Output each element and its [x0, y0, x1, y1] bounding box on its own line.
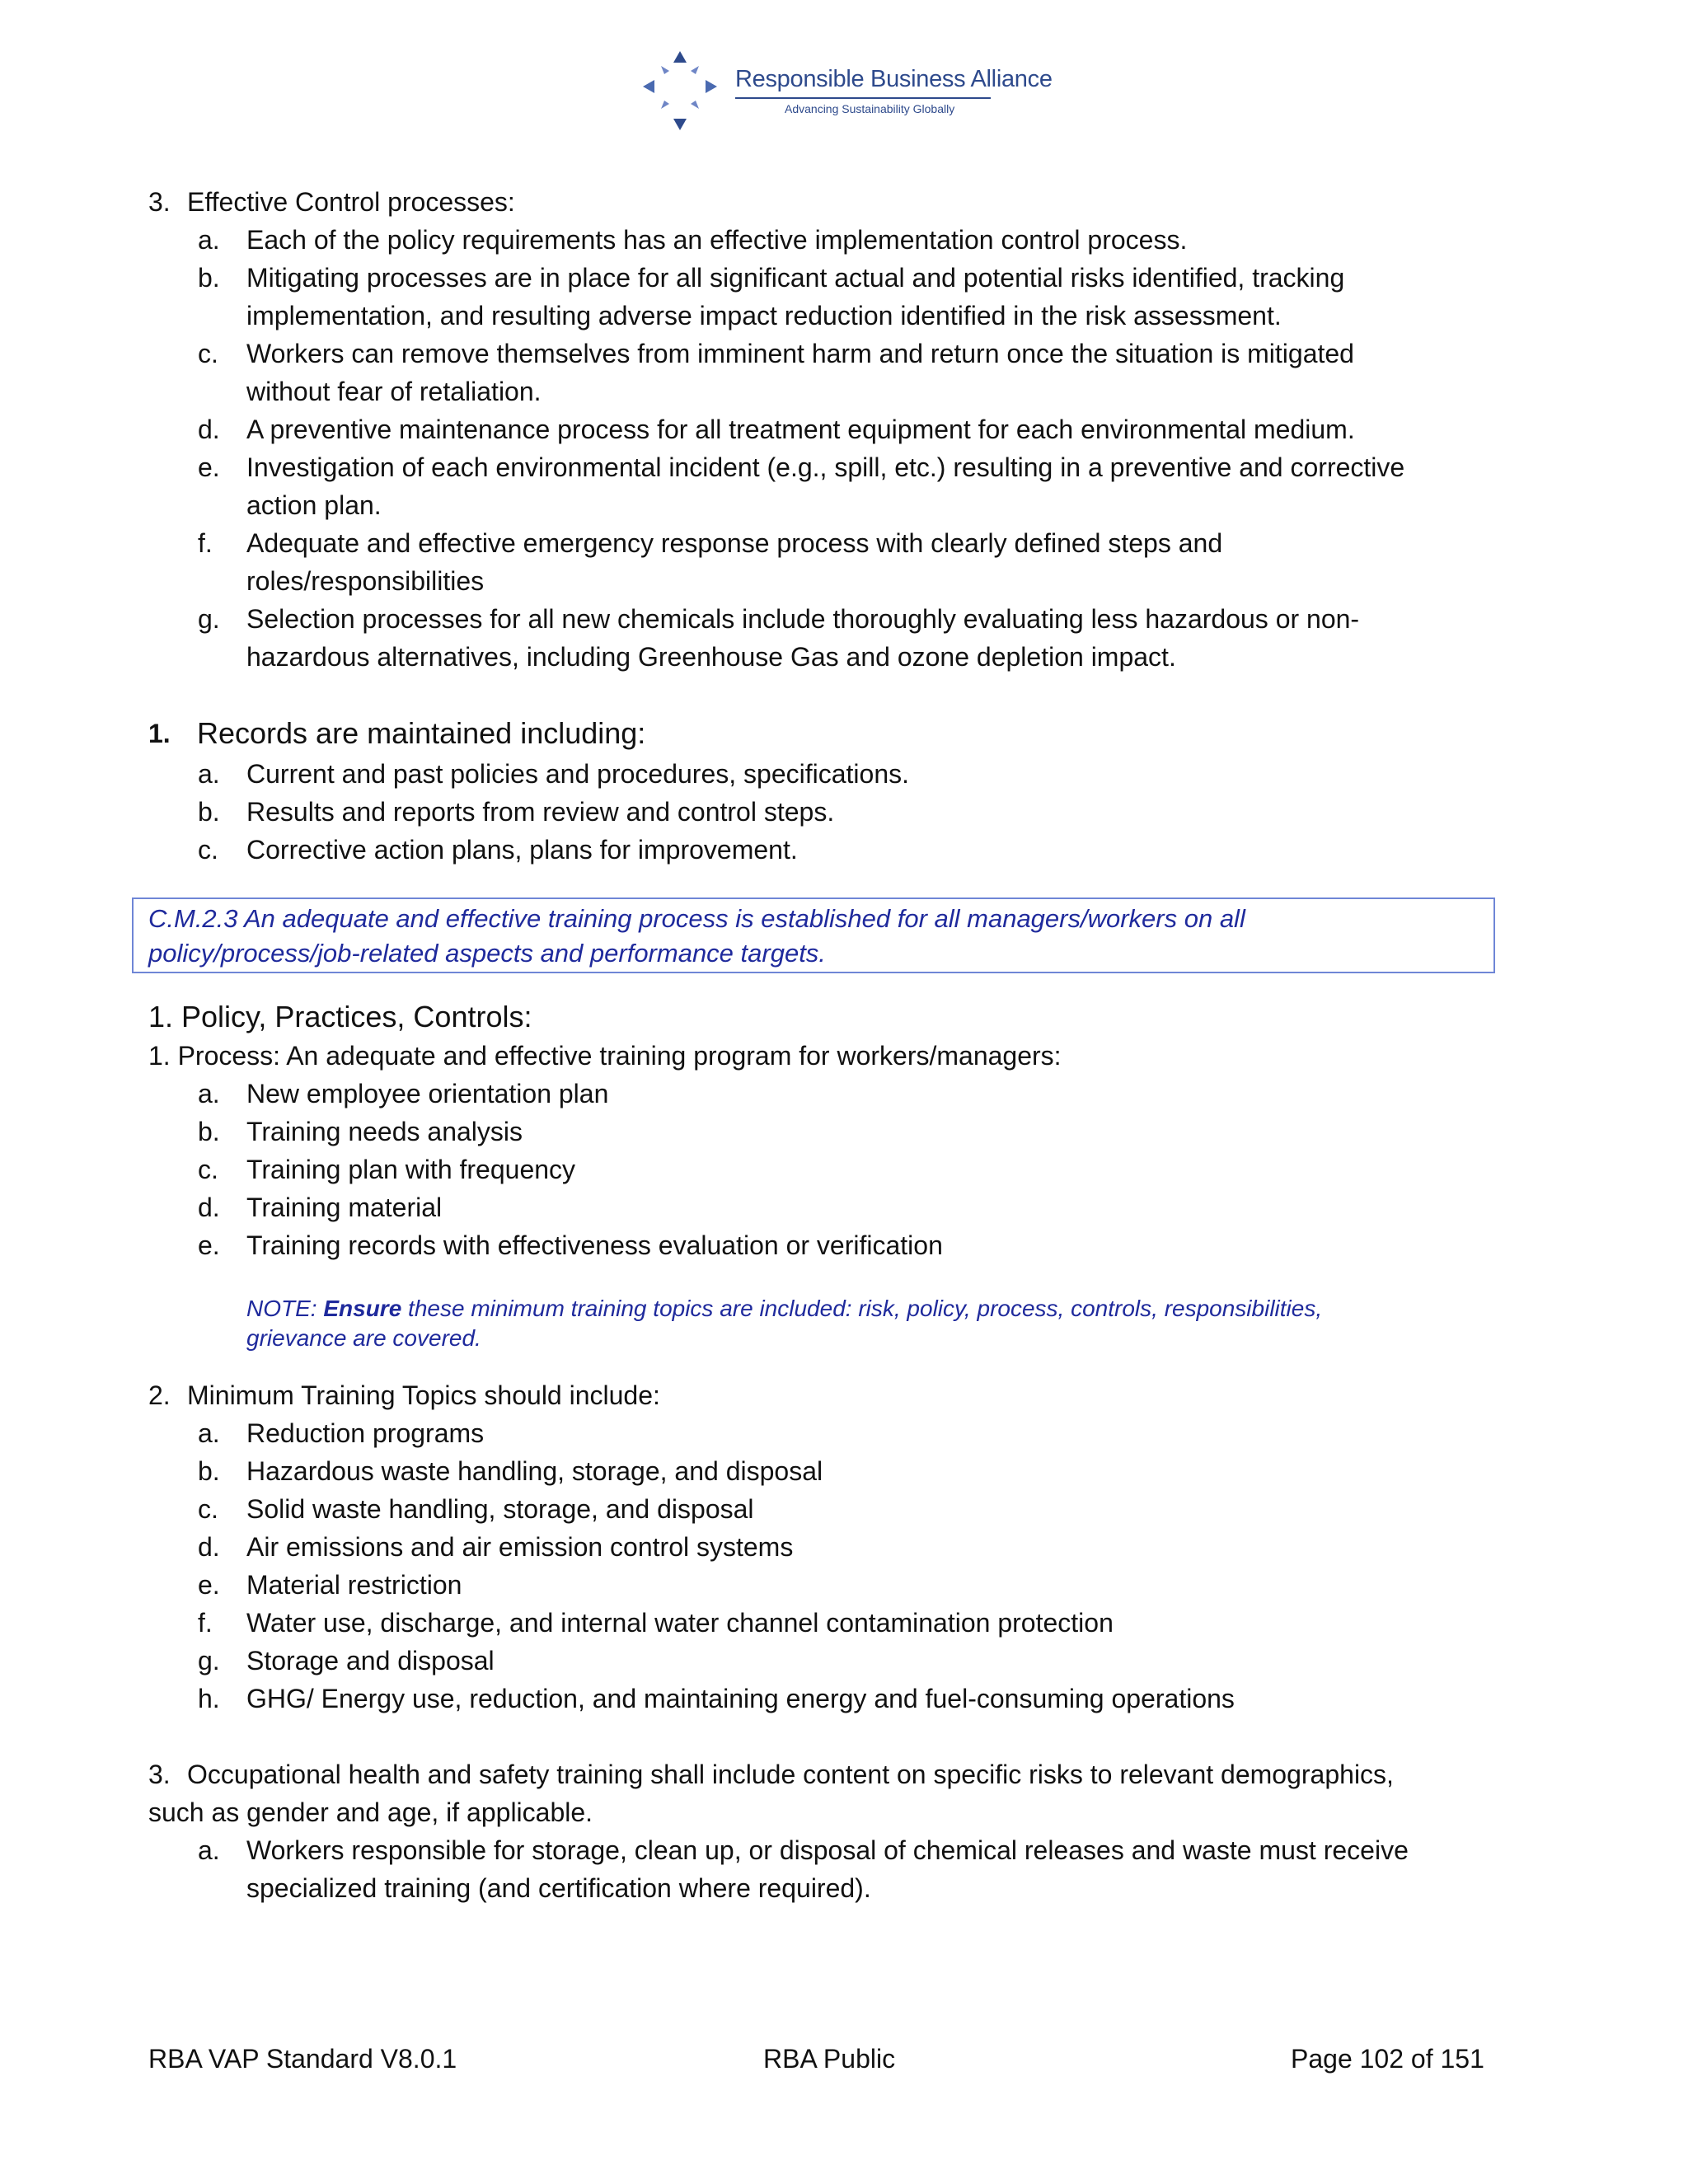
list-item-letter: h. — [198, 1684, 220, 1713]
list-item: Hazardous waste handling, storage, and disposal — [246, 1456, 823, 1486]
list-item-letter: a. — [198, 759, 220, 789]
list-item-letter: c. — [198, 339, 218, 368]
callout-line: C.M.2.3 An adequate and effective training process is established for all managers/workers on all — [148, 904, 1245, 933]
section-text-continuation: such as gender and age, if applicable. — [148, 1797, 593, 1827]
process-line: 1. Process: An adequate and effective training program for workers/managers: — [148, 1041, 1062, 1071]
criteria-callout-box — [132, 898, 1495, 973]
note-emphasis: Ensure — [323, 1296, 402, 1321]
rba-logo — [643, 49, 1053, 132]
list-item-letter: e. — [198, 1230, 220, 1260]
note-text: these minimum training topics are included: risk, policy, process, controls, responsibilities, — [401, 1296, 1323, 1321]
footer-document-version: RBA VAP Standard V8.0.1 — [148, 2044, 457, 2074]
list-item-letter: g. — [198, 1646, 220, 1675]
list-item: Corrective action plans, plans for improvement. — [246, 835, 798, 865]
list-item-continuation: without fear of retaliation. — [246, 377, 542, 406]
list-item: Material restriction — [246, 1570, 462, 1600]
list-item-letter: d. — [198, 1193, 220, 1222]
logo-subtitle: Advancing Sustainability Globally — [785, 102, 955, 115]
list-item-continuation: implementation, and resulting adverse impact reduction identified in the risk assessment. — [246, 301, 1282, 330]
list-item: Adequate and effective emergency response process with clearly defined steps and — [246, 528, 1223, 558]
list-item-letter: e. — [198, 1570, 220, 1600]
training-note — [246, 1294, 1322, 1324]
list-item: Current and past policies and procedures, specifications. — [246, 759, 909, 789]
section-heading: 1. Policy, Practices, Controls: — [148, 1000, 532, 1033]
list-item: Reduction programs — [246, 1418, 485, 1448]
list-item-continuation: specialized training (and certification where required). — [246, 1873, 871, 1903]
compass-arrows-icon — [643, 49, 725, 132]
section-title: Records are maintained including: — [197, 716, 646, 750]
list-item: Solid waste handling, storage, and disposal — [246, 1494, 754, 1524]
list-item: Selection processes for all new chemicals include thoroughly evaluating less hazardous or non- — [246, 604, 1360, 634]
list-item-letter: b. — [198, 263, 220, 293]
list-item-continuation: hazardous alternatives, including Greenhouse Gas and ozone depletion impact. — [246, 642, 1176, 672]
list-item-letter: g. — [198, 604, 220, 634]
list-item: Air emissions and air emission control systems — [246, 1532, 794, 1562]
list-item: New employee orientation plan — [246, 1079, 609, 1108]
list-item-letter: c. — [198, 1155, 218, 1184]
list-item: Workers can remove themselves from imminent harm and return once the situation is mitigated — [246, 339, 1354, 368]
section-text: Occupational health and safety training shall include content on specific risks to relevant demographics, — [187, 1760, 1394, 1789]
list-item: Storage and disposal — [246, 1646, 495, 1675]
section-number: 3. — [148, 187, 171, 217]
logo-divider — [735, 97, 991, 99]
section-number: 1. — [148, 719, 171, 748]
list-item-letter: a. — [198, 1079, 220, 1108]
list-item: Water use, discharge, and internal water channel contamination protection — [246, 1608, 1114, 1638]
list-item: Workers responsible for storage, clean up, or disposal of chemical releases and waste must receive — [246, 1835, 1409, 1865]
list-item: Mitigating processes are in place for all significant actual and potential risks identified, tracking — [246, 263, 1345, 293]
list-item-letter: b. — [198, 1456, 220, 1486]
section-number: 3. — [148, 1760, 171, 1789]
list-item: Each of the policy requirements has an effective implementation control process. — [246, 225, 1188, 255]
list-item-letter: a. — [198, 1418, 220, 1448]
section-title: Minimum Training Topics should include: — [187, 1380, 660, 1410]
training-note-continuation: grievance are covered. — [246, 1325, 481, 1351]
logo-title: Responsible Business Alliance — [735, 66, 1053, 92]
list-item-letter: e. — [198, 452, 220, 482]
list-item-letter: a. — [198, 225, 220, 255]
list-item-continuation: action plan. — [246, 490, 382, 520]
list-item: A preventive maintenance process for all treatment equipment for each environmental medium. — [246, 415, 1355, 444]
section-title: Effective Control processes: — [187, 187, 515, 217]
list-item-letter: c. — [198, 1494, 218, 1524]
section-number: 2. — [148, 1380, 171, 1410]
list-item: Training needs analysis — [246, 1117, 523, 1146]
list-item: Training material — [246, 1193, 443, 1222]
callout-line: policy/process/job-related aspects and performance targets. — [148, 939, 826, 968]
list-item-letter: a. — [198, 1835, 220, 1865]
footer-classification: RBA Public — [763, 2044, 896, 2074]
list-item-letter: f. — [198, 528, 213, 558]
list-item: Investigation of each environmental incident (e.g., spill, etc.) resulting in a preventive and corrective — [246, 452, 1405, 482]
list-item: GHG/ Energy use, reduction, and maintaining energy and fuel-consuming operations — [246, 1684, 1235, 1713]
list-item-letter: d. — [198, 1532, 220, 1562]
list-item-letter: b. — [198, 797, 220, 827]
list-item-letter: c. — [198, 835, 218, 865]
list-item-letter: d. — [198, 415, 220, 444]
list-item-letter: b. — [198, 1117, 220, 1146]
list-item: Training plan with frequency — [246, 1155, 576, 1184]
page-number: Page 102 of 151 — [1291, 2044, 1484, 2074]
note-prefix: NOTE: — [246, 1296, 324, 1321]
list-item: Results and reports from review and control steps. — [246, 797, 835, 827]
list-item-continuation: roles/responsibilities — [246, 566, 485, 596]
list-item: Training records with effectiveness evaluation or verification — [246, 1230, 943, 1260]
list-item-letter: f. — [198, 1608, 213, 1638]
